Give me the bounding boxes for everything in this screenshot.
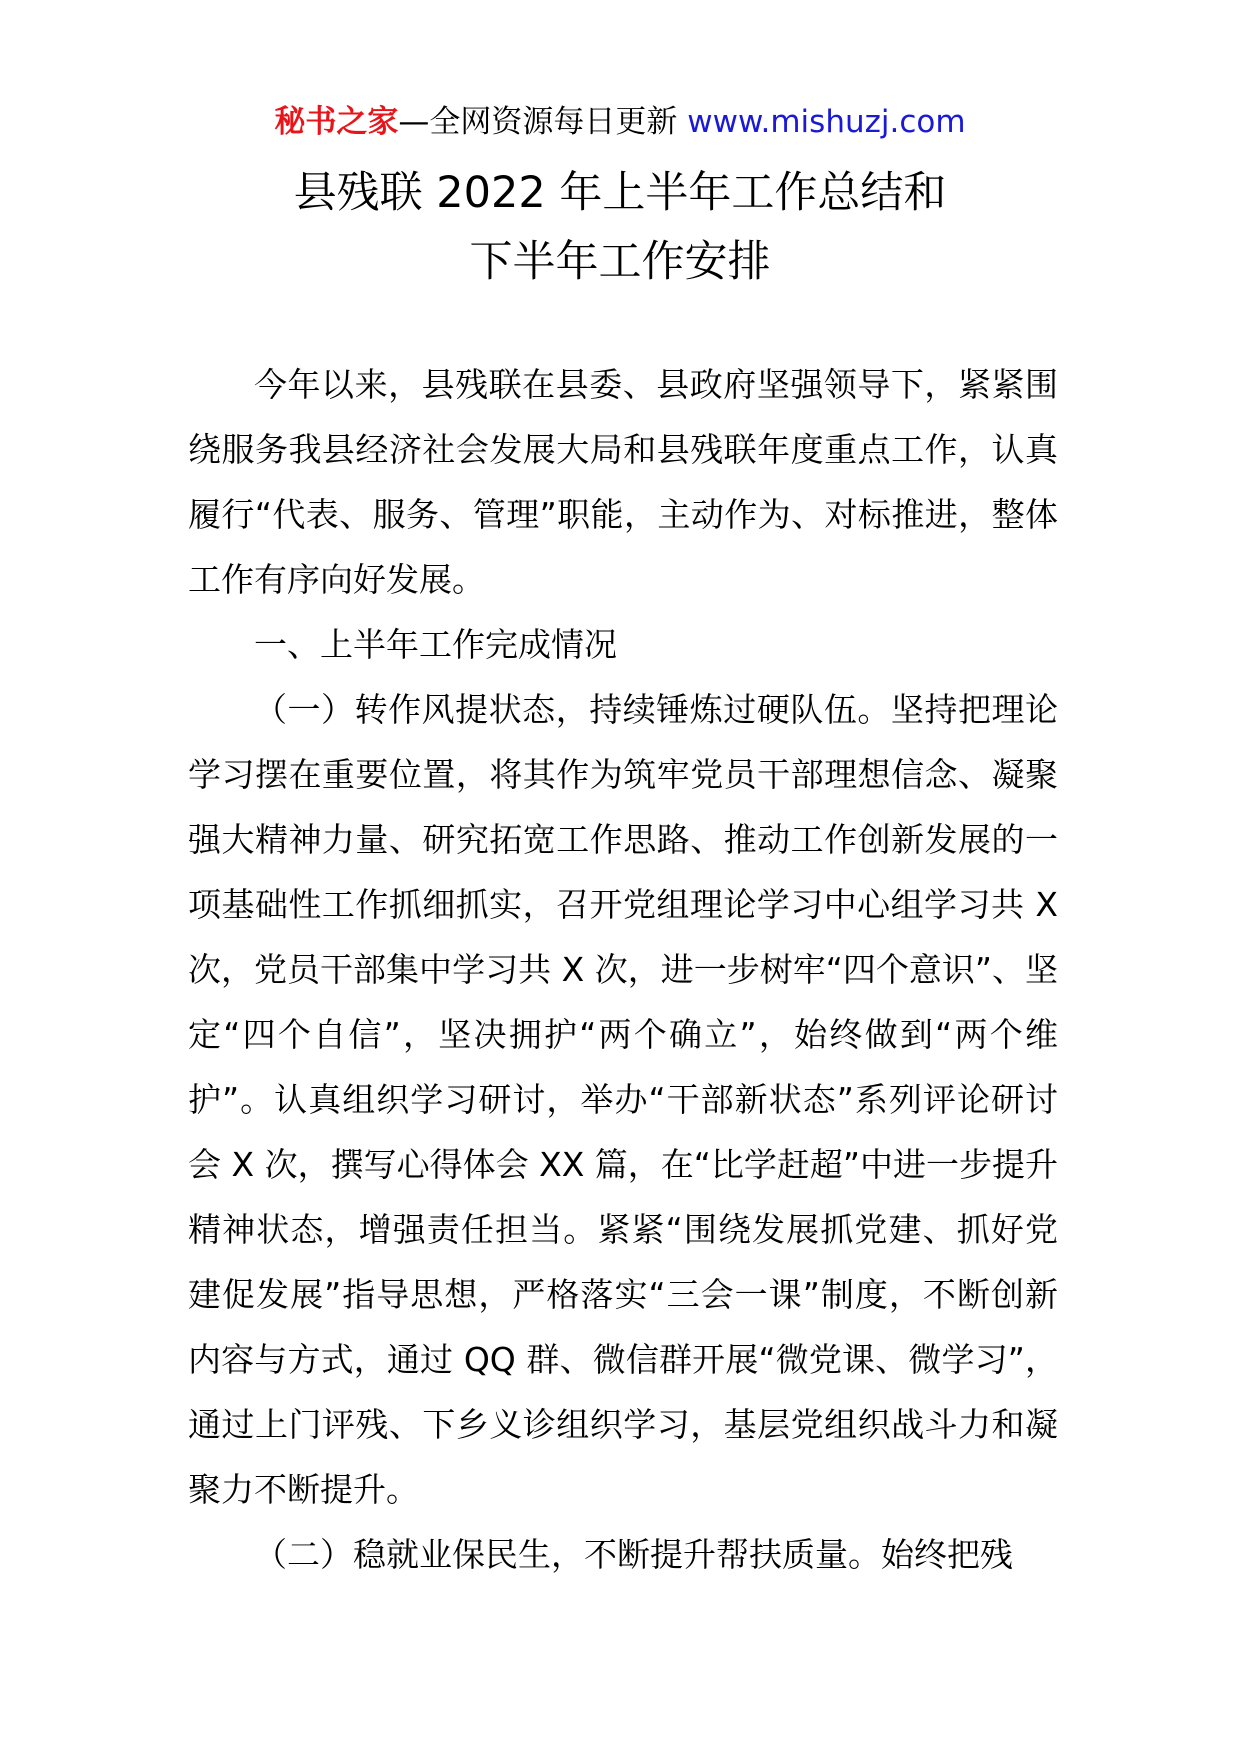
brand-name: 秘书之家: [274, 104, 399, 140]
document-title-line2: 下半年工作安排: [469, 237, 771, 287]
body-paragraph: （二）稳就业保民生，不断提升帮扶质量。始终把残: [254, 1535, 1013, 1574]
document-title-line1: 县残联 2022 年上半年工作总结和: [293, 168, 947, 218]
intro-paragraph: 今年以来，县残联在县委、县政府坚强领导下，紧紧围绕服务我县经济社会发展大局和县残联年度重点工作，认真履行“代表、服务、管理”职能，主动作为、对标推进，整体工作有序向好发展。: [188, 365, 1058, 599]
site-url: www.mishuzj.com: [687, 104, 966, 140]
site-banner: [0, 100, 1240, 144]
section-heading: 一、上半年工作完成情况: [254, 625, 617, 664]
body-paragraph: （一）转作风提状态，持续锤炼过硬队伍。坚持把理论学习摆在重要位置，将其作为筑牢党员干部理想信念、凝聚强大精神力量、研究拓宽工作思路、推动工作创新发展的一项基础性工作抓细抓实，召开党组理论学习中心组学习共 X 次，党员干部集中学习共 X 次，进一步树牢“四个意识”、坚定“四个自信”，坚决拥护“两个确立”，始终做到“两个维护”。认真组织学习研讨，举办“干部新状态”系列评论研讨会 X 次，撰写心得体会 XX 篇，在“比学赶超”中进一步提升精神状态，增强责任担当。紧紧“围绕发展抓党建、抓好党建促发展”指导思想，严格落实“三会一课”制度，不断创新内容与方式，通过 QQ 群、微信群开展“微党课、微学习”，通过上门评残、下乡义诊组织学习，基层党组织战斗力和凝聚力不断提升。: [188, 690, 1058, 1509]
banner-tagline: —全网资源每日更新: [398, 104, 678, 140]
document-body: [188, 352, 1058, 1587]
